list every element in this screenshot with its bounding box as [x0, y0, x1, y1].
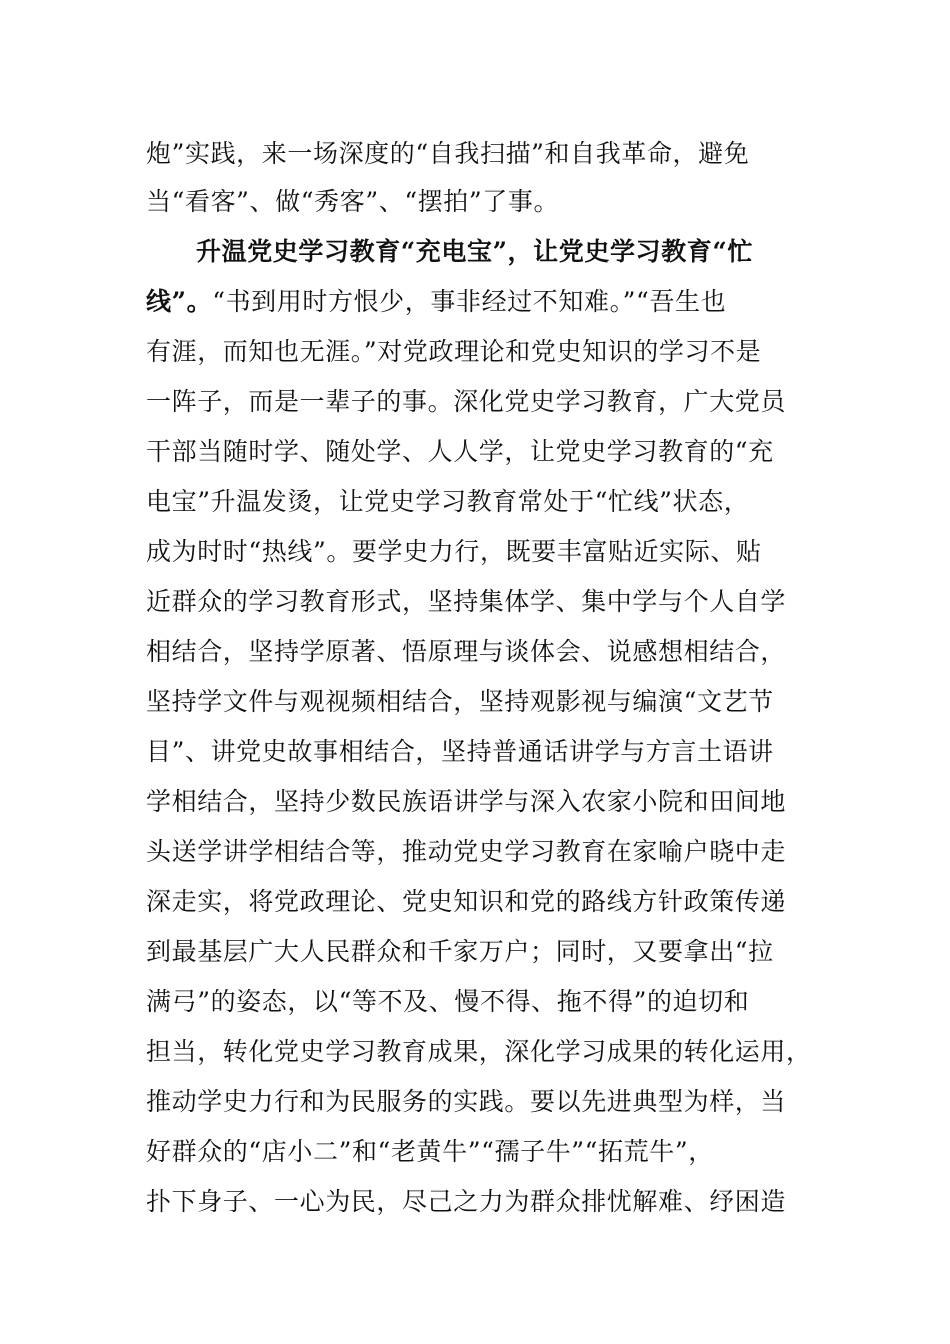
text-line-23: 扑下身子、一心为民，尽己之力为群众排忧解难、纾困造: [146, 1187, 787, 1216]
heading-end: 线”。: [146, 287, 213, 316]
heading-line-1: 升温党史学习教育“充电宝”，让党史学习教育“忙: [196, 237, 753, 266]
text-line-13: 坚持学文件与观视频相结合，坚持观影视与编演“文艺节: [146, 687, 774, 716]
text-line-6: 有涯，而知也无涯。”对党政理论和党史知识的学习不是: [146, 337, 762, 366]
text-line-12: 相结合，坚持学原著、悟原理与谈体会、说感想相结合，: [146, 637, 787, 666]
text-line-17: 深走实，将党政理论、党史知识和党的路线方针政策传递: [146, 887, 787, 916]
text-line-16: 头送学讲学相结合等，推动党史学习教育在家喻户晓中走: [146, 837, 787, 866]
text-line-14: 目”、讲党史故事相结合，坚持普通话讲学与方言土语讲: [146, 737, 774, 766]
text-line-10: 成为时时“热线”。要学史力行，既要丰富贴近实际、贴: [146, 537, 762, 566]
text-line-19: 满弓”的姿态，以“等不及、慢不得、拖不得”的迫切和: [146, 987, 750, 1016]
text-line-8: 干部当随时学、随处学、人人学，让党史学习教育的“充: [146, 437, 774, 466]
text-line-22: 好群众的“店小二”和“老黄牛”“孺子牛”“拓荒牛”，: [146, 1137, 714, 1166]
text-line-7: 一阵子，而是一辈子的事。深化党史学习教育，广大党员: [146, 387, 787, 416]
heading-line-2: [146, 287, 806, 317]
text-line-21: 推动学史力行和为民服务的实践。要以先进典型为样，当: [146, 1087, 787, 1116]
text-line-18: 到最基层广大人民群众和千家万户；同时，又要拿出“拉: [146, 937, 774, 966]
text-line-1: 炮”实践，来一场深度的“自我扫描”和自我革命，避免: [146, 139, 750, 168]
text-line-20: 担当，转化党史学习教育成果，深化学习成果的转化运用，: [146, 1037, 812, 1066]
text-line-15: 学相结合，坚持少数民族语讲学与深入农家小院和田间地: [146, 787, 787, 816]
text-line-11: 近群众的学习教育形式，坚持集体学、集中学与个人自学: [146, 587, 787, 616]
text-line-2: 当“看客”、做“秀客”、“摆拍”了事。: [146, 187, 560, 216]
text-line-9: 电宝”升温发烫，让党史学习教育常处于“忙线”状态，: [146, 487, 750, 516]
quote-text: “书到用时方恨少，事非经过不知难。”“吾生也: [212, 287, 727, 316]
